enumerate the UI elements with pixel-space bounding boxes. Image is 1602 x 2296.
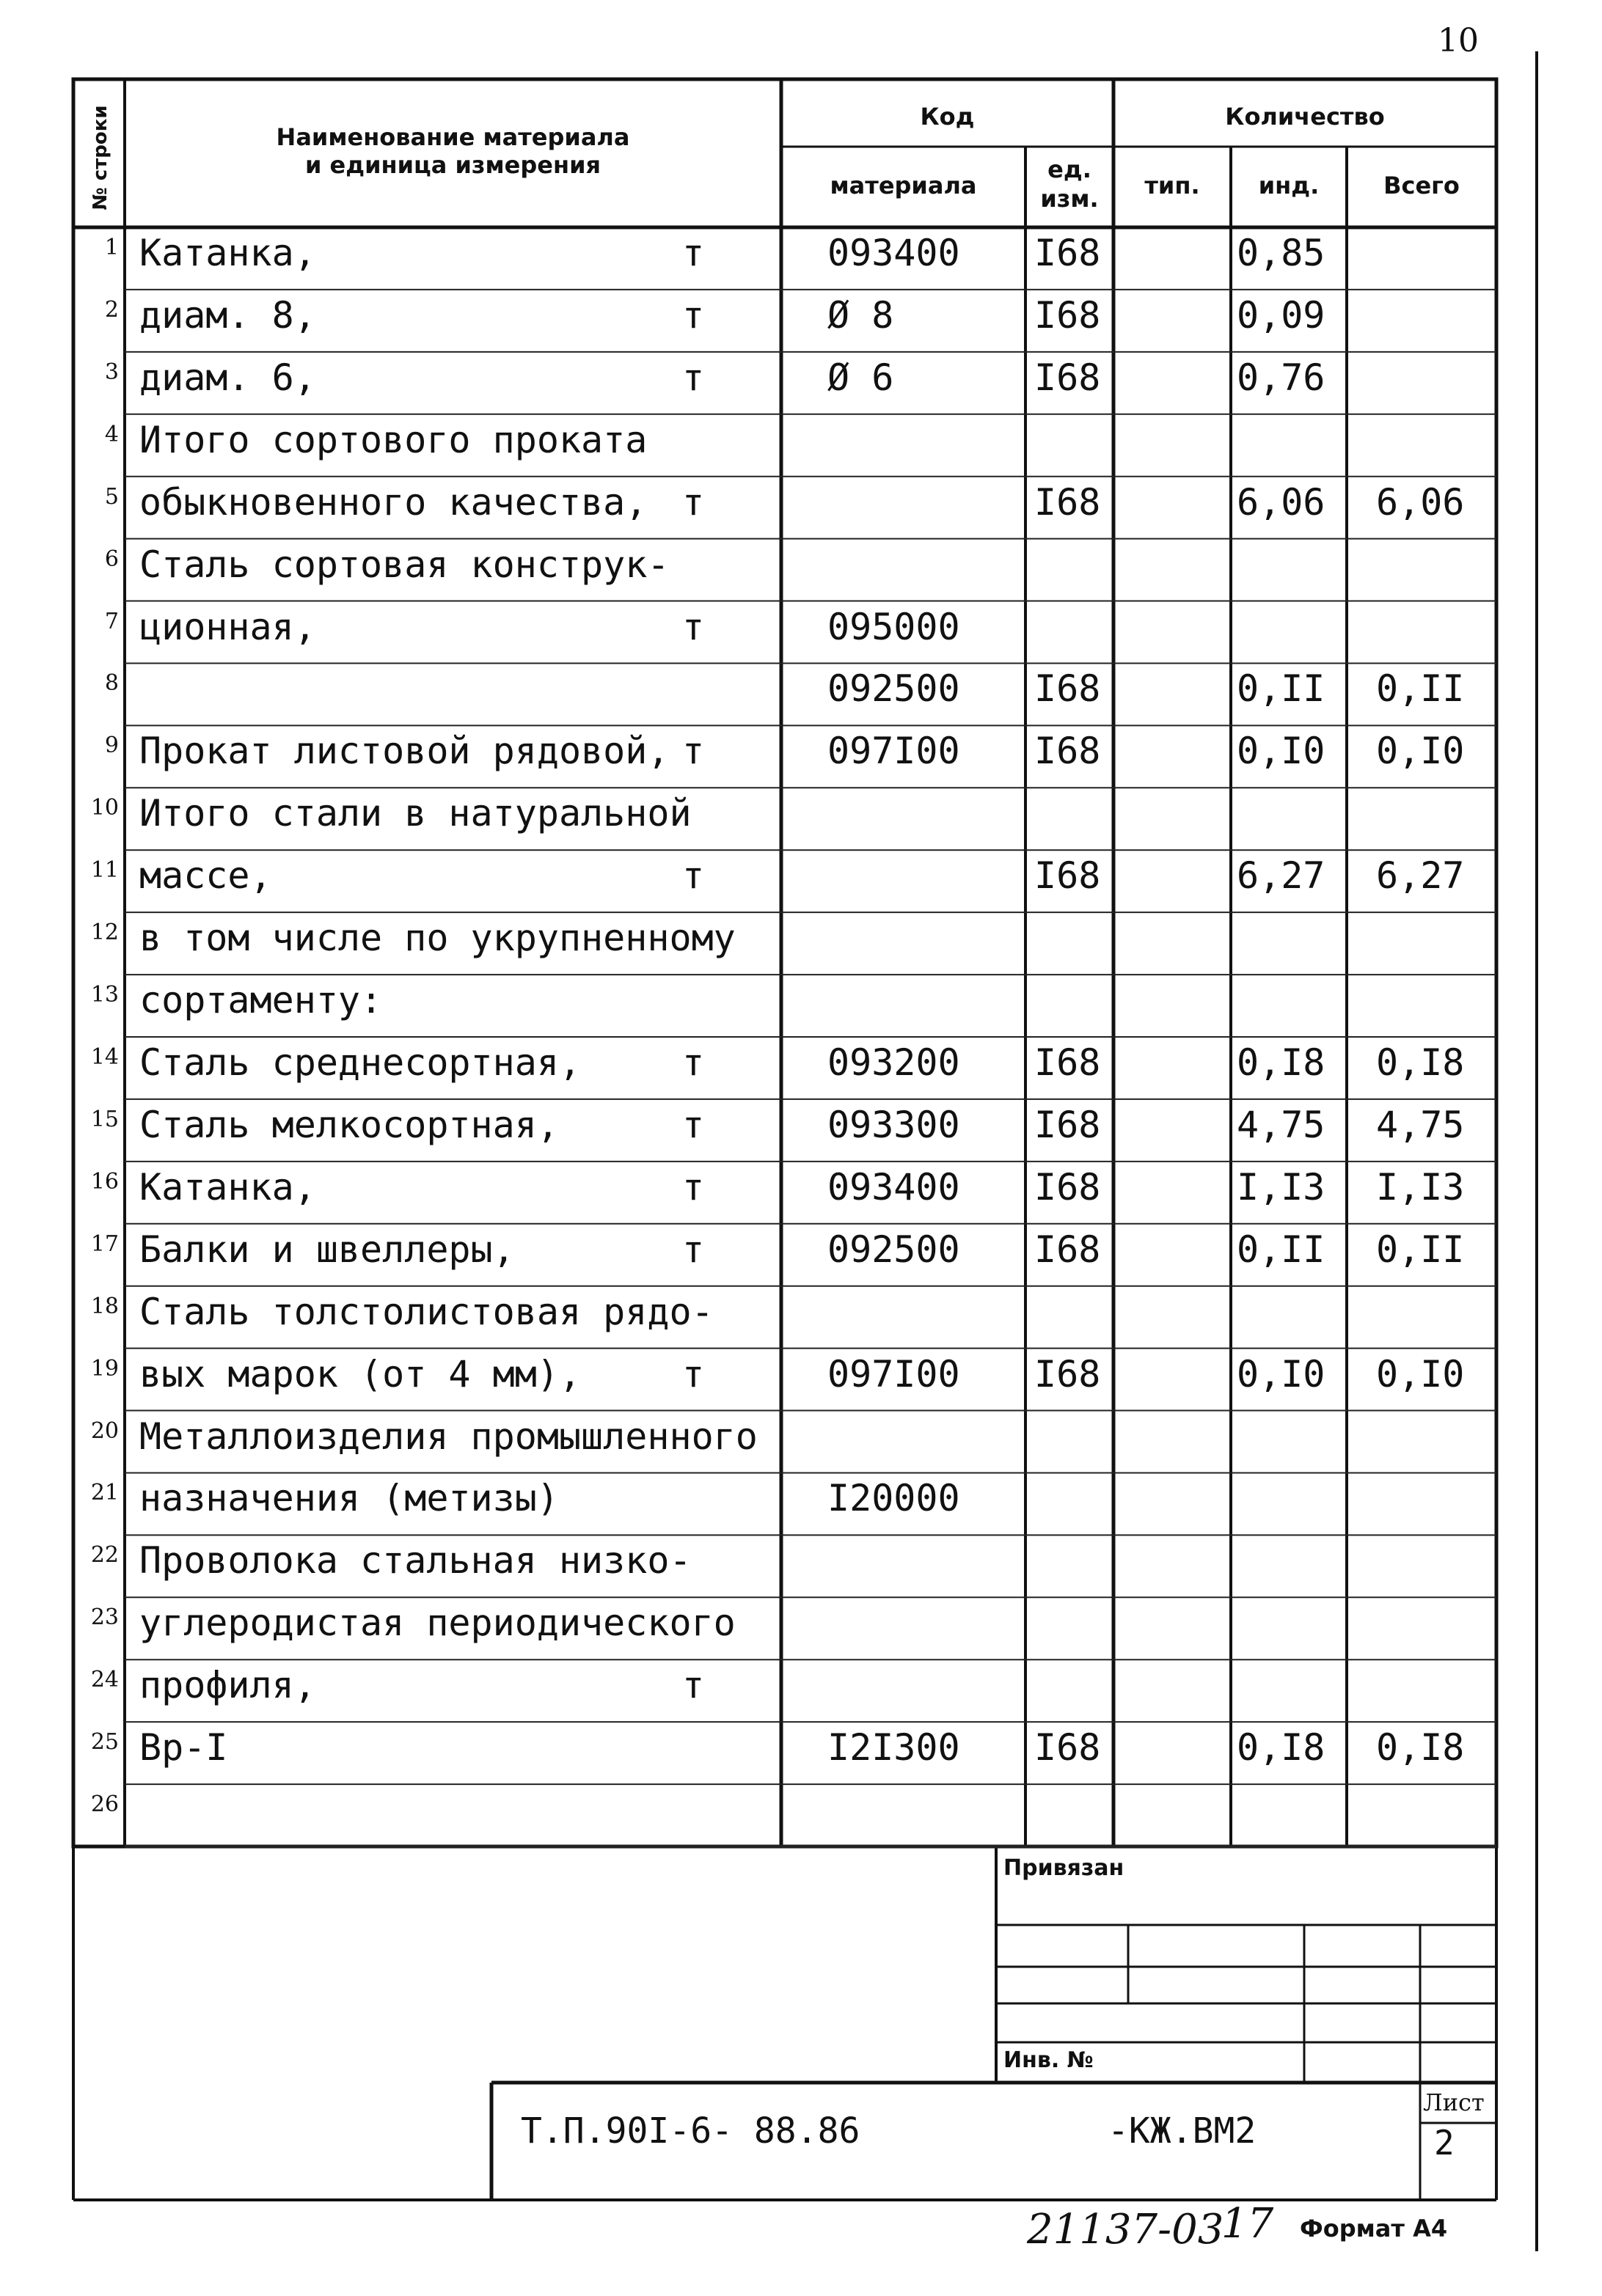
cell-n: 11 bbox=[90, 857, 119, 884]
cell-total: 6,27 bbox=[1376, 854, 1465, 898]
header-unit-line1: ед. bbox=[1047, 155, 1091, 183]
cell-n: 10 bbox=[90, 795, 119, 821]
cell-ind: 0,76 bbox=[1237, 356, 1325, 399]
cell-name: Сталь среднесортная, bbox=[139, 1041, 582, 1084]
table-row bbox=[0, 912, 1496, 975]
cell-code: 095000 bbox=[827, 605, 960, 648]
cell-u: т bbox=[682, 1103, 705, 1146]
table-row bbox=[0, 477, 1496, 539]
table-row bbox=[0, 1037, 1496, 1099]
table-row bbox=[0, 1472, 1496, 1535]
cell-name: в том числе по укрупненному bbox=[139, 917, 736, 960]
cell-code: I2I300 bbox=[827, 1726, 960, 1769]
cell-n: 19 bbox=[90, 1355, 119, 1382]
cell-name: Итого сортового проката bbox=[139, 418, 648, 461]
cell-name: Прокат листовой рядовой, bbox=[139, 730, 670, 773]
cell-n: 25 bbox=[90, 1729, 119, 1756]
cell-name: углеродистая периодического bbox=[139, 1602, 736, 1645]
cell-n: 18 bbox=[90, 1293, 119, 1319]
cell-name: ционная, bbox=[139, 605, 316, 648]
cell-u: т bbox=[682, 1664, 705, 1707]
cell-ind: 0,II bbox=[1237, 667, 1325, 711]
cell-u: т bbox=[682, 1041, 705, 1084]
table-row bbox=[0, 414, 1496, 477]
cell-n: 17 bbox=[90, 1230, 119, 1257]
cell-u: т bbox=[682, 232, 705, 274]
cell-u: т bbox=[682, 730, 705, 773]
page-number: 10 bbox=[1438, 22, 1479, 59]
cell-n: 16 bbox=[90, 1168, 119, 1195]
cell-ind: 0,09 bbox=[1237, 293, 1325, 337]
cell-n: 14 bbox=[90, 1044, 119, 1070]
cell-n: 5 bbox=[104, 483, 119, 510]
sheet-label: Лист bbox=[1423, 2088, 1485, 2116]
cell-u: т bbox=[682, 356, 705, 399]
table-row bbox=[0, 1162, 1496, 1224]
cell-n: 8 bbox=[104, 670, 119, 697]
cell-n: 7 bbox=[104, 608, 119, 634]
cell-unit: I68 bbox=[1034, 1726, 1101, 1769]
cell-n: 6 bbox=[104, 546, 119, 572]
cell-n: 23 bbox=[90, 1604, 119, 1631]
table-row bbox=[0, 290, 1496, 352]
cell-n: 4 bbox=[104, 421, 119, 447]
cell-unit: I68 bbox=[1034, 232, 1101, 274]
table-row bbox=[0, 663, 1496, 725]
cell-name: Катанка, bbox=[139, 232, 316, 274]
cell-name: Сталь мелкосортная, bbox=[139, 1103, 559, 1146]
table-row bbox=[0, 850, 1496, 912]
document-code: Т.П.90I-6- 88.86 bbox=[521, 2110, 860, 2152]
header-typ: тип. bbox=[1144, 172, 1200, 199]
cell-name: диам. 6, bbox=[139, 356, 316, 399]
cell-n: 13 bbox=[90, 982, 119, 1008]
cell-ind: 6,06 bbox=[1237, 480, 1325, 524]
table-row bbox=[0, 1411, 1496, 1473]
header-name-line2: и единица измерения bbox=[304, 151, 601, 179]
cell-u: т bbox=[682, 480, 705, 524]
cell-code: 093200 bbox=[827, 1041, 960, 1084]
cell-name: сортаменту: bbox=[139, 979, 383, 1022]
cell-u: т bbox=[682, 854, 705, 898]
document-mark: -КЖ.ВМ2 bbox=[1108, 2110, 1257, 2152]
table-row bbox=[0, 1784, 1496, 1846]
stamp-inv-label: Инв. № bbox=[1003, 2047, 1094, 2073]
table-row bbox=[0, 1349, 1496, 1411]
table-row bbox=[0, 975, 1496, 1037]
cell-code: 093400 bbox=[827, 232, 960, 274]
cell-total: 4,75 bbox=[1376, 1103, 1465, 1146]
cell-name: массе, bbox=[139, 854, 272, 898]
cell-total: I,I3 bbox=[1376, 1165, 1465, 1208]
cell-unit: I68 bbox=[1034, 730, 1101, 773]
cell-n: 12 bbox=[90, 920, 119, 946]
cell-name: Проволока стальная низко- bbox=[139, 1539, 692, 1582]
cell-total: 6,06 bbox=[1376, 480, 1465, 524]
cell-name: Катанка, bbox=[139, 1165, 316, 1208]
cell-code: 097I00 bbox=[827, 730, 960, 773]
cell-name: Балки и швеллеры, bbox=[139, 1228, 515, 1271]
cell-total: 0,II bbox=[1376, 667, 1465, 711]
header-quantity: Количество bbox=[1225, 103, 1385, 131]
table-row bbox=[0, 788, 1496, 850]
cell-name: Итого стали в натуральной bbox=[139, 792, 692, 835]
table-row bbox=[0, 725, 1496, 788]
header-name-line1: Наименование материала bbox=[276, 123, 630, 151]
table-row bbox=[0, 1535, 1496, 1597]
format-label: Формат А4 bbox=[1300, 2215, 1448, 2242]
cell-n: 20 bbox=[90, 1417, 119, 1444]
table-row bbox=[0, 1722, 1496, 1784]
cell-u: т bbox=[682, 1165, 705, 1208]
cell-name: обыкновенного качества, bbox=[139, 480, 648, 524]
cell-n: 9 bbox=[104, 733, 119, 759]
cell-name: вых марок (от 4 мм), bbox=[139, 1352, 582, 1395]
cell-total: 0,I8 bbox=[1376, 1041, 1465, 1084]
header-row-no: № строки bbox=[89, 105, 111, 210]
cell-code: I20000 bbox=[827, 1477, 960, 1520]
handwritten-number: 21137-03 bbox=[1027, 2206, 1224, 2253]
cell-unit: I68 bbox=[1034, 1041, 1101, 1084]
cell-name: Сталь сортовая конструк- bbox=[139, 543, 670, 586]
header-ind: инд. bbox=[1258, 172, 1320, 199]
cell-ind: I,I3 bbox=[1237, 1165, 1325, 1208]
stamp-linked-label: Привязан bbox=[1003, 1855, 1124, 1881]
cell-name: профиля, bbox=[139, 1664, 316, 1707]
header-total: Всего bbox=[1383, 172, 1460, 199]
table-row bbox=[0, 227, 1496, 290]
cell-total: 0,I0 bbox=[1376, 730, 1465, 773]
cell-unit: I68 bbox=[1034, 667, 1101, 711]
cell-name: Сталь толстолистовая рядо- bbox=[139, 1290, 714, 1333]
cell-code: 092500 bbox=[827, 667, 960, 711]
cell-n: 15 bbox=[90, 1106, 119, 1132]
table-row bbox=[0, 539, 1496, 601]
cell-unit: I68 bbox=[1034, 854, 1101, 898]
table-row bbox=[0, 1597, 1496, 1659]
header-material: материала bbox=[830, 172, 977, 199]
cell-code: 097I00 bbox=[827, 1352, 960, 1395]
cell-n: 2 bbox=[104, 296, 119, 323]
header-code: Код bbox=[920, 103, 975, 131]
cell-code: Ø 8 bbox=[827, 293, 894, 337]
cell-n: 26 bbox=[90, 1791, 119, 1818]
cell-name: Вр-I bbox=[139, 1726, 228, 1769]
cell-unit: I68 bbox=[1034, 1103, 1101, 1146]
cell-u: т bbox=[682, 1352, 705, 1395]
cell-unit: I68 bbox=[1034, 1165, 1101, 1208]
cell-total: 0,I0 bbox=[1376, 1352, 1465, 1395]
cell-n: 21 bbox=[90, 1480, 119, 1506]
cell-code: 092500 bbox=[827, 1228, 960, 1271]
cell-unit: I68 bbox=[1034, 356, 1101, 399]
cell-unit: I68 bbox=[1034, 1352, 1101, 1395]
cell-ind: 0,85 bbox=[1237, 232, 1325, 274]
cell-unit: I68 bbox=[1034, 293, 1101, 337]
table-row bbox=[0, 1659, 1496, 1722]
table-row bbox=[0, 352, 1496, 414]
cell-code: 093400 bbox=[827, 1165, 960, 1208]
cell-n: 3 bbox=[104, 359, 119, 385]
table-row bbox=[0, 1099, 1496, 1162]
cell-n: 22 bbox=[90, 1542, 119, 1569]
cell-ind: 0,I0 bbox=[1237, 1352, 1325, 1395]
cell-n: 24 bbox=[90, 1667, 119, 1693]
sheet-number: 2 bbox=[1434, 2123, 1455, 2163]
cell-unit: I68 bbox=[1034, 1228, 1101, 1271]
cell-name: диам. 8, bbox=[139, 293, 316, 337]
cell-ind: 4,75 bbox=[1237, 1103, 1325, 1146]
cell-code: Ø 6 bbox=[827, 356, 894, 399]
table-row bbox=[0, 601, 1496, 664]
cell-n: 1 bbox=[104, 235, 119, 260]
cell-ind: 6,27 bbox=[1237, 854, 1325, 898]
cell-ind: 0,I0 bbox=[1237, 730, 1325, 773]
cell-code: 093300 bbox=[827, 1103, 960, 1146]
cell-u: т bbox=[682, 1228, 705, 1271]
header-unit-line2: изм. bbox=[1040, 185, 1099, 213]
cell-u: т bbox=[682, 605, 705, 648]
table-row bbox=[0, 1286, 1496, 1349]
handwritten-sheet: 17 bbox=[1221, 2200, 1274, 2248]
cell-ind: 0,II bbox=[1237, 1228, 1325, 1271]
cell-name: Металлоизделия промышленного bbox=[139, 1415, 758, 1458]
cell-name: назначения (метизы) bbox=[139, 1477, 559, 1520]
cell-total: 0,I8 bbox=[1376, 1726, 1465, 1769]
cell-ind: 0,I8 bbox=[1237, 1041, 1325, 1084]
cell-total: 0,II bbox=[1376, 1228, 1465, 1271]
cell-unit: I68 bbox=[1034, 480, 1101, 524]
cell-ind: 0,I8 bbox=[1237, 1726, 1325, 1769]
cell-u: т bbox=[682, 293, 705, 337]
table-row bbox=[0, 1224, 1496, 1286]
